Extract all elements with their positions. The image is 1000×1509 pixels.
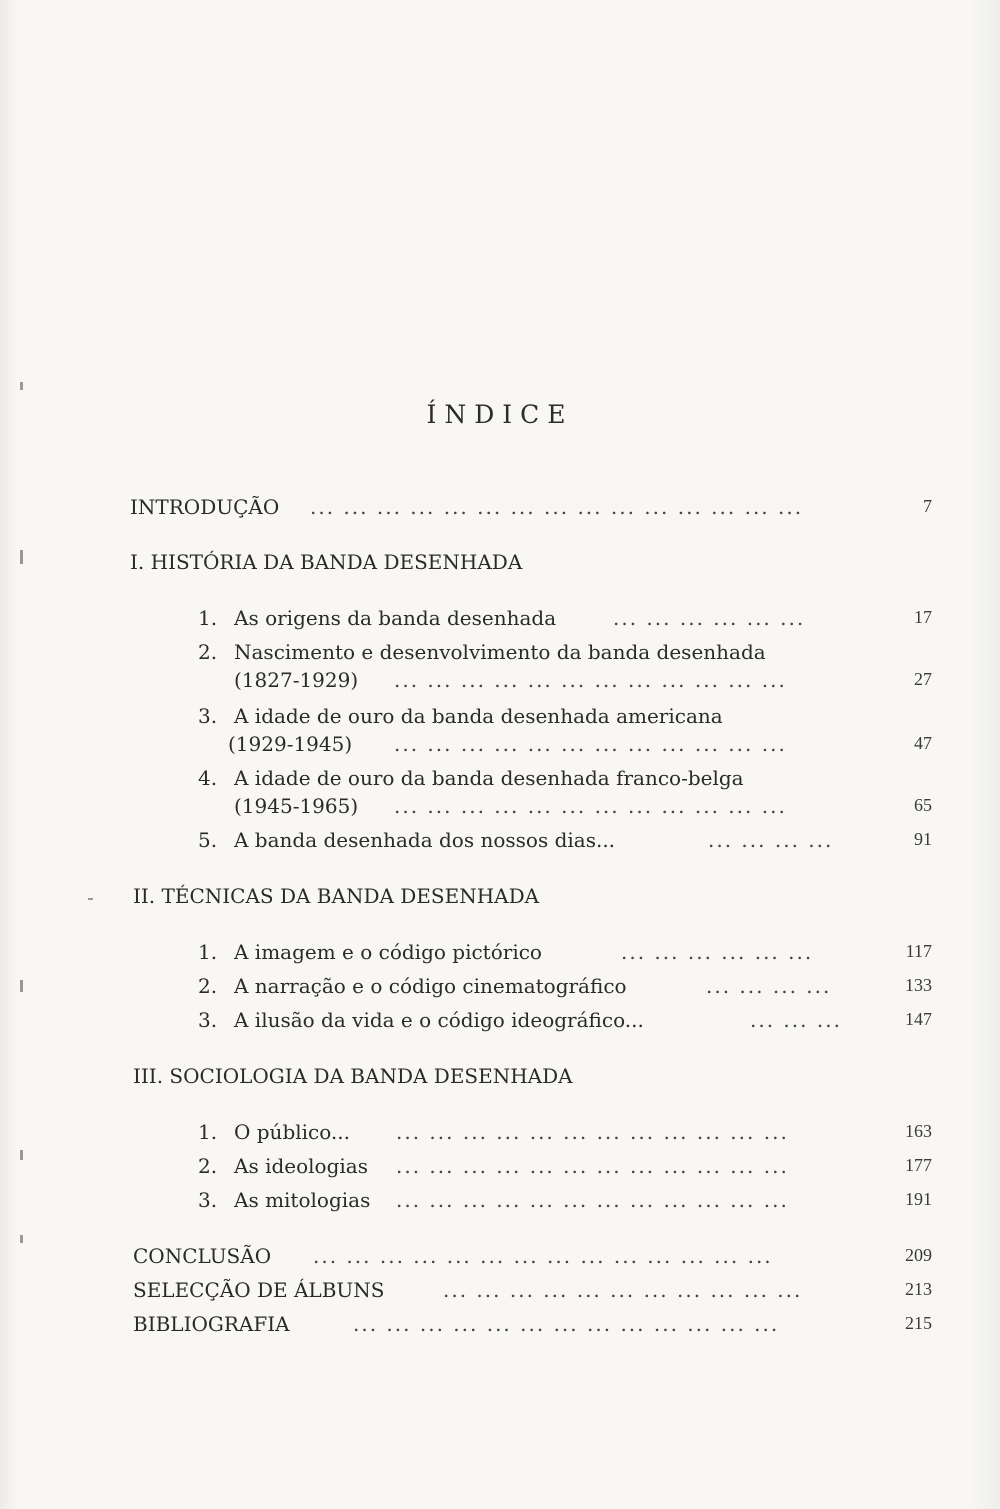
page-number: 91 xyxy=(914,829,932,849)
toc-entry[interactable] xyxy=(198,826,834,854)
page-number: 47 xyxy=(914,733,932,753)
margin-mark xyxy=(20,382,23,390)
toc-entry[interactable] xyxy=(198,638,766,666)
dot-leader: ... ... ... ... ... ... ... ... ... ... ... ... ... ... ... xyxy=(310,495,804,519)
entry-label: As ideologias xyxy=(234,1154,368,1178)
dot-leader: ... ... ... ... ... ... ... ... ... ... ... ... xyxy=(394,668,787,692)
entry-label: INTRODUÇÃO xyxy=(130,495,280,519)
part-label: II. TÉCNICAS DA BANDA DESENHADA xyxy=(133,884,540,908)
toc-entry[interactable] xyxy=(198,1152,789,1180)
entry-label-date: (1827-1929) xyxy=(234,668,359,692)
page-number: 133 xyxy=(905,975,932,995)
entry-number: 3. xyxy=(198,1008,218,1032)
dot-leader: ... ... ... ... ... ... ... ... ... ... ... ... xyxy=(396,1188,789,1212)
dot-leader: ... ... ... ... ... ... ... ... ... ... ... xyxy=(443,1278,803,1302)
page-number: 163 xyxy=(905,1121,932,1141)
toc-entry[interactable] xyxy=(198,972,832,1000)
dot-leader: ... ... ... xyxy=(750,1008,842,1032)
toc-entry-bibliography[interactable] xyxy=(133,1310,780,1338)
part-label: III. SOCIOLOGIA DA BANDA DESENHADA xyxy=(133,1064,573,1088)
entry-number: 3. xyxy=(198,704,218,728)
toc-entry-continuation[interactable] xyxy=(228,730,787,758)
page-number: 191 xyxy=(905,1189,932,1209)
entry-number: 1. xyxy=(198,940,218,964)
entry-label: As mitologias xyxy=(234,1188,371,1212)
entry-label: As origens da banda desenhada xyxy=(234,606,557,630)
dot-leader: ... ... ... ... ... ... ... ... ... ... ... ... xyxy=(396,1120,789,1144)
entry-number: 1. xyxy=(198,1120,218,1144)
dot-leader: ... ... ... ... ... ... ... ... ... ... ... ... xyxy=(396,1154,789,1178)
toc-entry[interactable] xyxy=(198,1006,842,1034)
dot-leader: ... ... ... ... ... ... ... ... ... ... ... ... xyxy=(394,732,787,756)
entry-label: CONCLUSÃO xyxy=(133,1244,272,1268)
toc-entry[interactable] xyxy=(198,702,723,730)
entry-label: A ilusão da vida e o código ideográfico... xyxy=(234,1008,644,1032)
toc-entry[interactable] xyxy=(198,604,806,632)
page-number: 209 xyxy=(905,1245,932,1265)
margin-mark xyxy=(88,898,93,900)
page-number: 147 xyxy=(905,1009,932,1029)
dot-leader: ... ... ... ... ... ... xyxy=(613,606,806,630)
margin-mark xyxy=(20,550,23,564)
part-label: I. HISTÓRIA DA BANDA DESENHADA xyxy=(130,550,523,574)
entry-number: 4. xyxy=(198,766,218,790)
entry-label-date: (1945-1965) xyxy=(234,794,359,818)
margin-mark xyxy=(20,1235,23,1243)
toc-part-2[interactable] xyxy=(133,882,539,910)
toc-part-1[interactable] xyxy=(130,548,522,576)
toc-entry[interactable] xyxy=(198,938,814,966)
entry-label: A idade de ouro da banda desenhada americana xyxy=(234,704,723,728)
entry-label: SELECÇÃO DE ÁLBUNS xyxy=(133,1278,385,1302)
entry-label: A banda desenhada dos nossos dias... xyxy=(234,828,616,852)
entry-label: A narração e o código cinematográfico xyxy=(234,974,627,998)
entry-number: 2. xyxy=(198,974,218,998)
entry-label: A idade de ouro da banda desenhada franco-belga xyxy=(234,766,744,790)
entry-label: BIBLIOGRAFIA xyxy=(133,1312,290,1336)
page-number: 177 xyxy=(905,1155,932,1175)
entry-number: 2. xyxy=(198,1154,218,1178)
page-number: 65 xyxy=(914,795,932,815)
entry-number: 2. xyxy=(198,640,218,664)
dot-leader: ... ... ... ... xyxy=(708,828,834,852)
dot-leader: ... ... ... ... xyxy=(706,974,832,998)
toc-entry-conclusion[interactable] xyxy=(133,1242,773,1270)
toc-entry-continuation[interactable] xyxy=(234,792,787,820)
page-number: 27 xyxy=(914,669,932,689)
entry-number: 3. xyxy=(198,1188,218,1212)
page-number: 213 xyxy=(905,1279,932,1299)
toc-entry[interactable] xyxy=(198,1186,789,1214)
margin-mark xyxy=(20,980,23,992)
toc-entry-introduction[interactable] xyxy=(130,493,804,521)
toc-entry[interactable] xyxy=(198,764,744,792)
entry-label-date: (1929-1945) xyxy=(228,732,353,756)
toc-entry-albums[interactable] xyxy=(133,1276,803,1304)
dot-leader: ... ... ... ... ... ... ... ... ... ... ... ... ... xyxy=(353,1312,780,1336)
page-number: 117 xyxy=(905,941,932,961)
entry-number: 1. xyxy=(198,606,218,630)
page-number: 215 xyxy=(905,1313,932,1333)
dot-leader: ... ... ... ... ... ... ... ... ... ... ... ... xyxy=(394,794,787,818)
entry-label: O público... xyxy=(234,1120,350,1144)
page-title: ÍNDICE xyxy=(426,400,574,429)
page-number: 17 xyxy=(914,607,932,627)
dot-leader: ... ... ... ... ... ... xyxy=(621,940,814,964)
entry-number: 5. xyxy=(198,828,218,852)
page-number: 7 xyxy=(923,496,932,516)
margin-mark xyxy=(20,1150,23,1160)
toc-entry[interactable] xyxy=(198,1118,789,1146)
entry-label: Nascimento e desenvolvimento da banda desenhada xyxy=(234,640,766,664)
toc-entry-continuation[interactable] xyxy=(234,666,787,694)
dot-leader: ... ... ... ... ... ... ... ... ... ... ... ... ... ... xyxy=(313,1244,773,1268)
toc-part-3[interactable] xyxy=(133,1062,573,1090)
entry-label: A imagem e o código pictórico xyxy=(234,940,542,964)
